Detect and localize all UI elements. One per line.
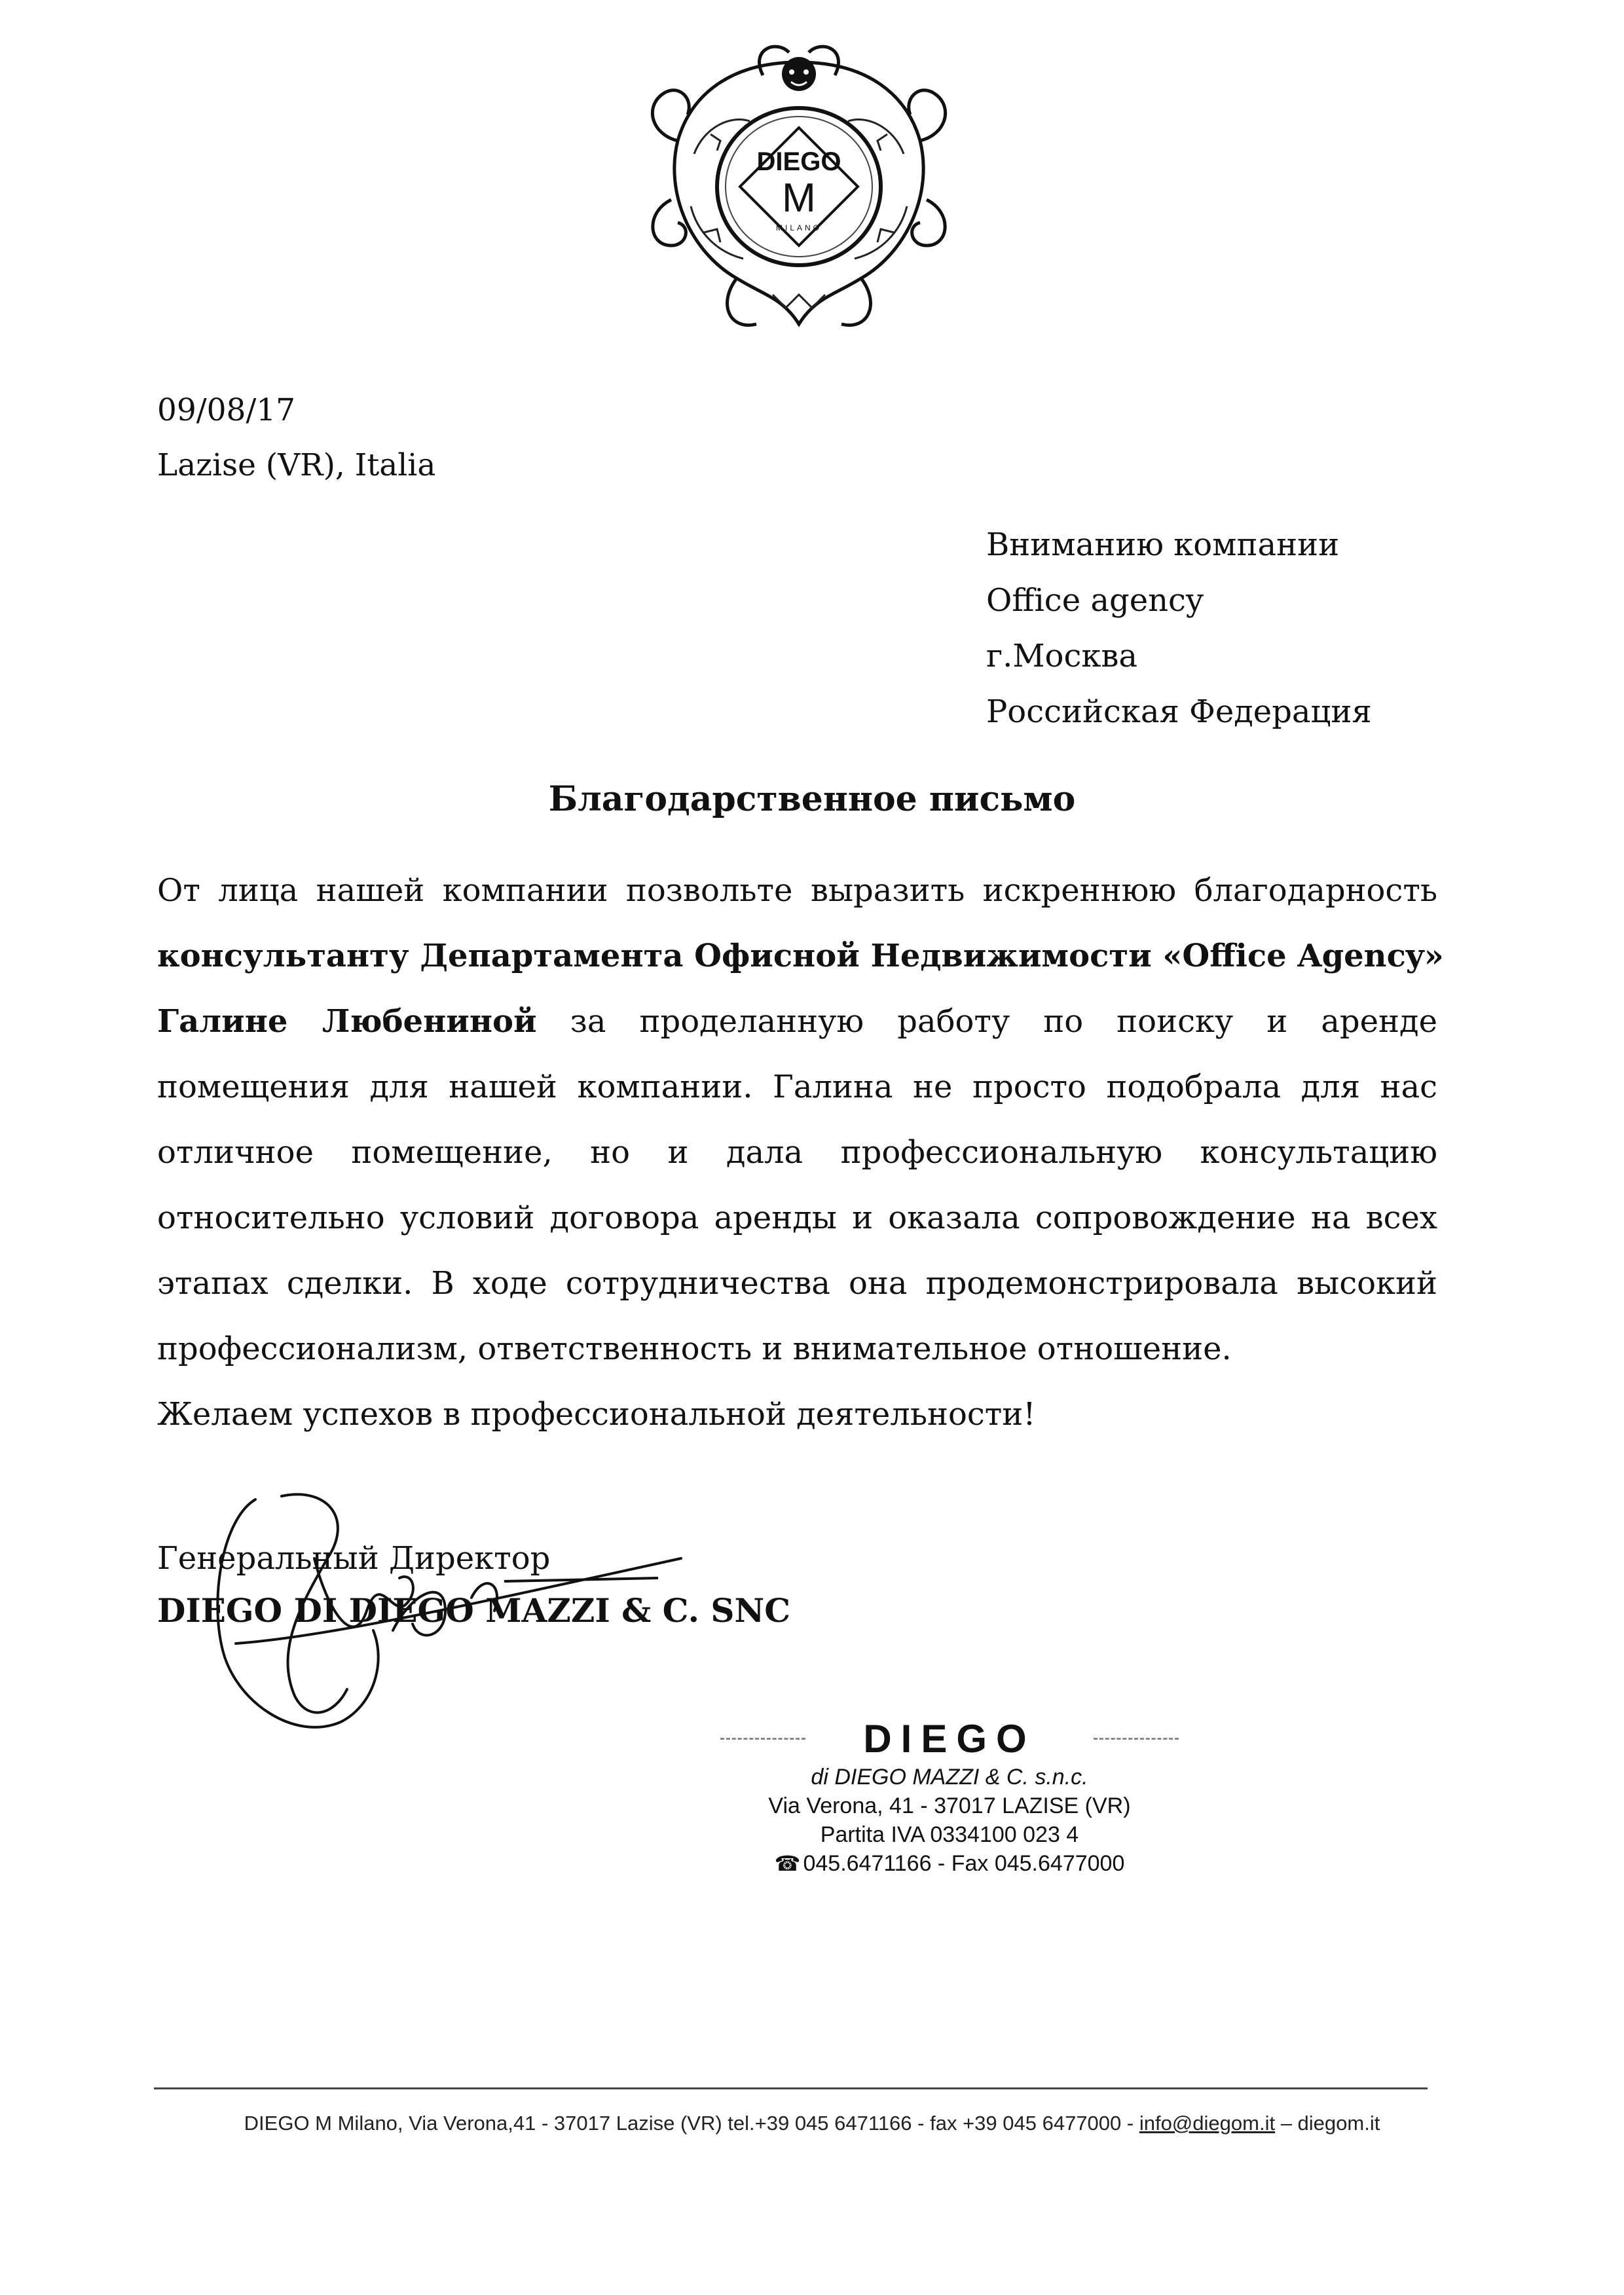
closing-wish: Желаем успехов в профессиональной деятельности! [157,1396,1036,1433]
body-line-bold: консультанту Департамента Офисной Недвижимости «Office Agency» [157,938,1444,974]
stamp-phone-fax: 045.6471166 - Fax 045.6477000 [803,1851,1125,1876]
body-line: профессионализм, ответственность и внимательное отношение. [157,1331,1232,1367]
consultant-name: Галине Любениной [157,1003,537,1040]
body-line: относительно условий договора аренды и оказала сопровождение на всех [157,1200,1437,1236]
signatory-role: Генеральный Директор [157,1540,551,1577]
body-line: этапах сделки. В ходе сотрудничества она продемонстрировала высокий [157,1265,1437,1302]
stamp-phone-line [707,1849,1192,1878]
date-place-block [157,383,435,493]
body-line: помещения для нашей компании. Галина не просто подобрала для нас [157,1069,1437,1105]
body-line: От лица нашей компании позвольте выразить искреннюю благодарность [157,872,1437,909]
body-line: отличное помещение, но и дала профессиональную консультацию [157,1134,1437,1171]
stamp-vat: Partita IVA 0334100 023 4 [820,1822,1079,1847]
letter-footer [0,2112,1624,2135]
recipient-line-1: Вниманию компании [986,526,1340,563]
letter-place: Lazise (VR), Italia [157,447,436,483]
recipient-line-3: г.Москва [986,638,1137,674]
recipient-block [986,517,1372,740]
footer-website: – diegom.it [1275,2112,1380,2135]
stamp-dash-right [1094,1738,1179,1742]
footer-divider [154,2087,1428,2089]
stamp-address: Via Verona, 41 - 37017 LAZISE (VR) [768,1793,1131,1818]
letter-title: Благодарственное письмо [548,779,1076,819]
signatory-company: DIEGO DI DIEGO MAZZI & C. SNC [157,1591,791,1630]
handwritten-signature-icon [196,1480,694,1755]
svg-text:MILANO: MILANO [775,223,822,232]
footer-address: DIEGO M Milano, Via Verona,41 - 37017 Lazise (VR) tel.+39 045 6471166 - fax +39 045 6477000 - [244,2112,1139,2135]
body-line [157,989,1437,1054]
recipient-line-4: Российская Федерация [986,693,1372,730]
crest-logo-icon [632,36,966,350]
body-line-rest: за проделанную работу по поиску и аренде [536,1003,1437,1040]
recipient-line-2: Office agency [986,582,1204,619]
stamp-company: di DIEGO MAZZI & C. s.n.c. [811,1765,1088,1790]
letter-date: 09/08/17 [157,392,296,428]
stamp-brand: DIEGO [863,1717,1036,1761]
svg-text:DIEGO: DIEGO [756,147,841,176]
telephone-icon: ☎ [774,1852,801,1875]
footer-email-link[interactable]: info@diegom.it [1139,2112,1276,2135]
company-stamp [707,1716,1192,1878]
svg-text:M: M [782,175,816,221]
stamp-dash-left [720,1738,805,1742]
